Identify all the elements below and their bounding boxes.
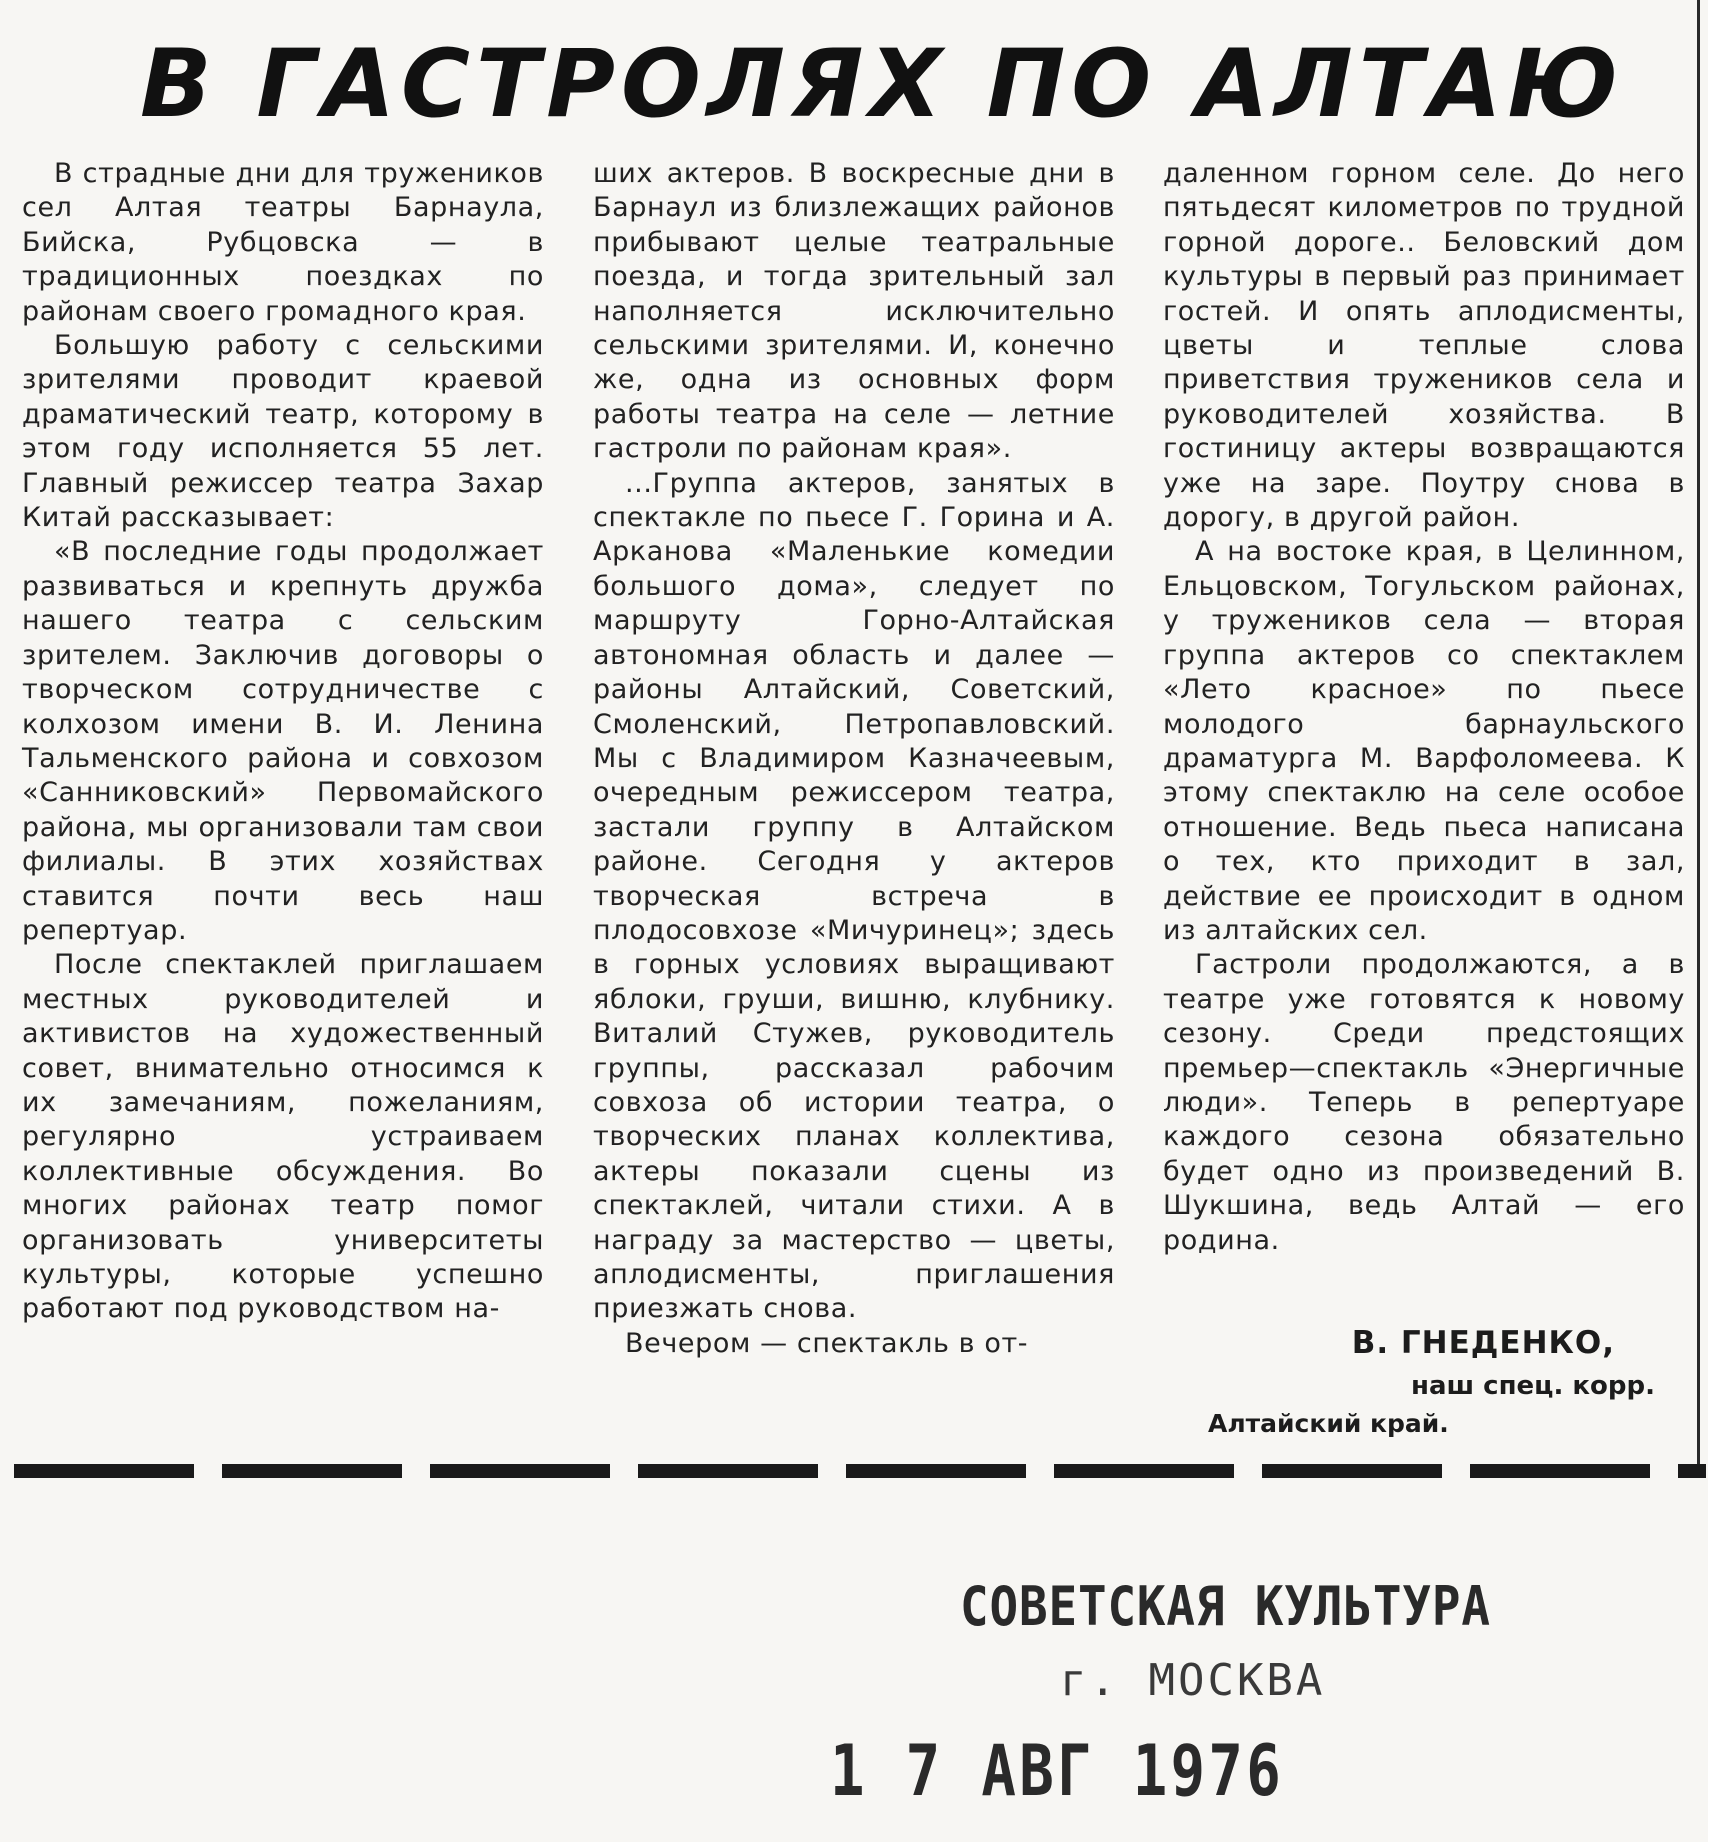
stamp-publication: СОВЕТСКАЯ КУЛЬТУРА: [960, 1575, 1491, 1638]
paragraph: ших актеров. В воскресные дни в Барнаул из близлежащих районов прибывают целые театральные поезда, и тогда зрительный зал наполняется исключительно сельскими зрителями. И, конечно же, одна из основных форм работы театра на селе — летние гастроли по районам края».: [593, 158, 1115, 465]
paragraph: ...Группа актеров, занятых в спектакле по пьесе Г. Горина и А. Арканова «Маленькие комедии большого дома», следует по маршруту Горно-Алтайская автономная область и далее — районы Алтайский, Советский, Смоленский, Петропавловский. Мы с Владимиром Казначеевым, очередным режиссером театра, застали группу в Алтайском районе. Сегодня у актеров творческая встреча в плодосовхозе «Мичуринец»; здесь в горных условиях выращивают яблоки, груши, вишню, клубнику. Виталий Стужев, руководитель группы, рассказал рабочим совхоза об истории театра, о творческих планах коллектива, актеры показали сцены из спектаклей, читали стихи. А в награду за мастерство — цветы, аплодисменты, приглашения приезжать снова.: [593, 467, 1115, 1325]
paragraph: После спектаклей приглашаем местных руководителей и активистов на художественный совет, внимательно относимся к их замечаниям, пожеланиям, регулярно устраиваем коллективные обсуждения. Во многих районах театр помог организовать университеты культуры, которые успешно работают под руководством на-: [22, 949, 544, 1325]
article-column-2: [593, 157, 1115, 1361]
paragraph: А на востоке края, в Целинном, Ельцовском, Тогульском районах, у тружеников села — вторая группа актеров со спектаклем «Лето красное» по пьесе молодого барнаульского драматурга М. Варфоломеева. К этому спектаклю на селе особое отношение. Ведь пьеса написана о тех, кто приходит в зал, действие ее происходит в одном из алтайских сел.: [1163, 536, 1685, 946]
article-headline: В ГАСТРОЛЯХ ПО АЛТАЮ: [140, 30, 1624, 139]
article-column-1: [22, 157, 544, 1327]
author-role: наш спец. корр.: [1411, 1371, 1655, 1401]
stamp-city: г. МОСКВА: [1060, 1655, 1326, 1706]
paragraph: «В последние годы продолжает развиваться и крепнуть дружба нашего театра с сельским зрителем. Заключив договоры о творческом сотрудничестве с колхозом имени В. И. Ленина Тальменского района и совхозом «Санниковский» Первомайского района, мы организовали там свои филиалы. В этих хозяйствах ставится почти весь наш репертуар.: [22, 536, 544, 946]
paragraph: Гастроли продолжаются, а в театре уже готовятся к новому сезону. Среди предстоящих премьер—спектакль «Энергичные люди». Теперь в репертуаре каждого сезона обязательно будет одно из произведений В. Шукшина, ведь Алтай — его родина.: [1163, 949, 1685, 1256]
date-stamp: 1 7 АВГ 1976: [830, 1730, 1285, 1812]
author-place: Алтайский край.: [1208, 1409, 1449, 1438]
paragraph: даленном горном селе. До него пятьдесят километров по трудной горной дороге.. Беловский дом культуры в первый раз принимает гостей. И опять аплодисменты, цветы и теплые слова приветствия тружеников села и руководителей хозяйства. В гостиницу актеры возвращаются уже на заре. Поутру снова в дорогу, в другой район.: [1163, 158, 1685, 534]
publication-stamp: [940, 1575, 1500, 1725]
paragraph: В страдные дни для тружеников сел Алтая театры Барнаула, Бийска, Рубцовска — в традиционных поездках по районам своего громадного края.: [22, 158, 544, 327]
paragraph: Вечером — спектакль в от-: [625, 1327, 1029, 1359]
article-column-3: [1163, 157, 1685, 1258]
author-name: В. ГНЕДЕНКО,: [1351, 1325, 1615, 1361]
column-rule: [1697, 0, 1700, 1470]
article-byline: [1163, 1325, 1685, 1438]
dashed-divider: [14, 1464, 1706, 1478]
paragraph: Большую работу с сельскими зрителями проводит краевой драматический театр, которому в этом году исполняется 55 лет. Главный режиссер театра Захар Китай рассказывает:: [22, 330, 544, 534]
